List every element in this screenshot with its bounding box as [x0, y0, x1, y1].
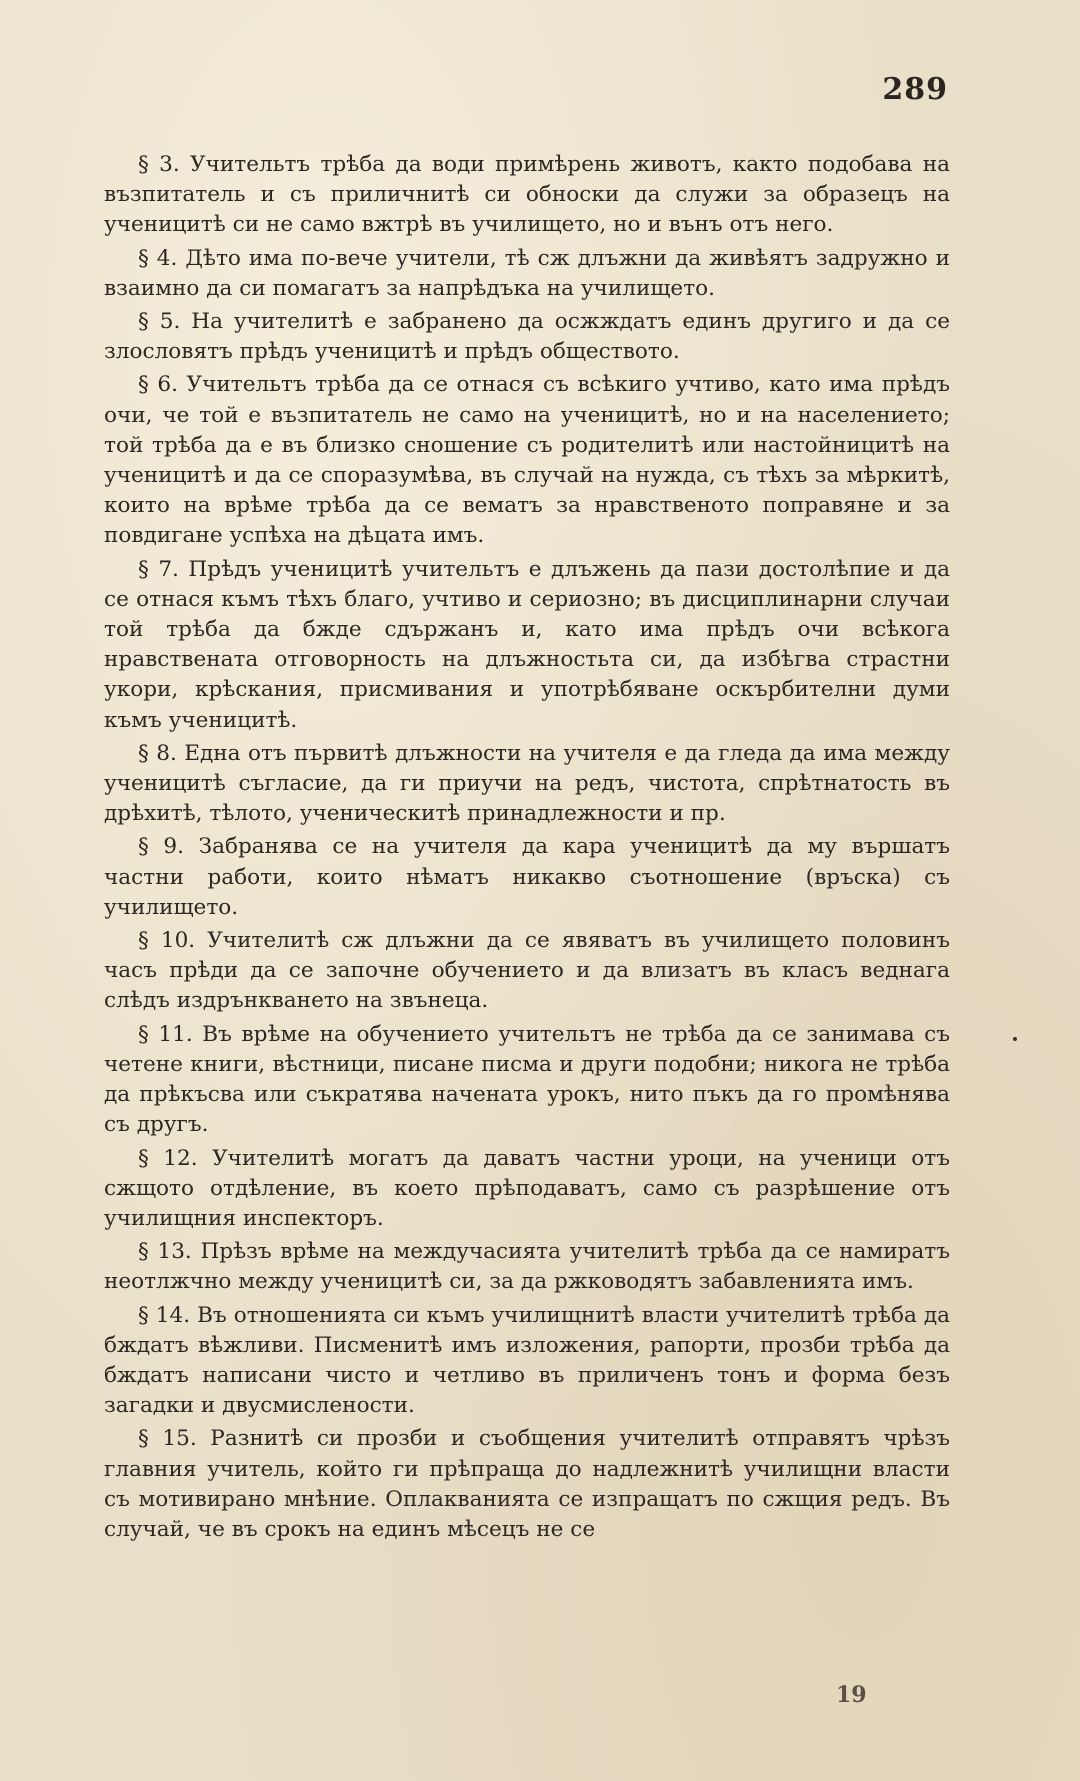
paragraph-section-7: § 7. Прѣдъ ученицитѣ учительтъ е длъжень да пази достолѣпие и да се отнася къмъ тѣхъ благо, учтиво и сериозно; въ дисциплинарни случаи той трѣба да бжде сдържанъ и, като има прѣдъ очи всѣкога нравствената отговорность на длъжностьта си, да избѣгва страстни укори, крѣскания, присмивания и употрѣбяване оскърбителни думи къмъ ученицитѣ.	[104, 556, 950, 733]
paragraph-section-12: § 12. Учителитѣ могатъ да даватъ частни уроци, на ученици отъ сжщото отдѣление, въ което прѣподаватъ, само съ разрѣшение отъ училищния инспекторъ.	[104, 1145, 950, 1231]
paragraph-section-3: § 3. Учительтъ трѣба да води примѣрень животъ, както подобава на възпитатель и съ приличнитѣ си обноски да служи за образецъ на ученицитѣ си не само вжтрѣ въ училището, но и вънъ отъ него.	[104, 152, 950, 238]
paragraph-section-13: § 13. Прѣзъ врѣме на междучасията учителитѣ трѣба да се намиратъ неотлжчно между ученицитѣ си, за да ржководятъ забавленията имъ.	[104, 1239, 950, 1295]
printer-signature-mark: 19	[836, 1682, 867, 1708]
ink-speck	[1013, 1037, 1017, 1041]
paragraph-section-6: § 6. Учительтъ трѣба да се отнася съ всѣкиго учтиво, като има прѣдъ очи, че той е възпитатель не само на ученицитѣ, но и на населението; той трѣба да е въ близко сношение съ родителитѣ или настойницитѣ на ученицитѣ и да се споразумѣва, въ случай на нужда, съ тѣхъ за мѣркитѣ, които на врѣме трѣба да се вематъ за нравственото поправяне и за повдигане успѣха на дѣцата имъ.	[104, 372, 950, 549]
paragraph-section-11: § 11. Въ врѣме на обучението учительтъ не трѣба да се занимава съ четене книги, вѣстници, писане писма и други подобни; никога не трѣба да прѣкъсва или съкратява начената урокъ, нито пъкъ да го промѣнява съ другъ.	[104, 1021, 950, 1138]
paragraph-section-8: § 8. Една отъ първитѣ длъжности на учителя е да гледа да има между ученицитѣ съгласие, да ги приучи на редъ, чистота, спрѣтнатость въ дрѣхитѣ, тѣлото, ученическитѣ принадлежности и пр.	[104, 740, 950, 827]
paragraph-section-14: § 14. Въ отношенията си къмъ училищнитѣ власти учителитѣ трѣба да бждатъ вѣжливи. Писменитѣ имъ изложения, рапорти, прозби трѣба да бждатъ написани чисто и четливо въ приличенъ тонъ и форма безъ загадки и двусмислености.	[104, 1302, 950, 1419]
text-body	[104, 150, 950, 1548]
paragraph-section-10: § 10. Учителитѣ сж длъжни да се явяватъ въ училището половинъ часъ прѣди да се започне обучението и да влизатъ въ класъ веднага слѣдъ издрънкването на звънеца.	[104, 928, 950, 1014]
paragraph-section-5: § 5. На учителитѣ е забранено да осжждатъ единъ другиго и да се злословятъ прѣдъ ученицитѣ и прѣдъ обществото.	[104, 309, 950, 365]
page-number: 289	[882, 72, 948, 107]
paragraph-section-15: § 15. Разнитѣ си прозби и съобщения учителитѣ отправятъ чрѣзъ главния учитель, който ги прѣпраща до надлежнитѣ училищни власти съ мотивирано мнѣние. Оплакванията се изпращатъ по сжщия редъ. Въ случай, че въ срокъ на единъ мѣсецъ не се	[104, 1426, 950, 1542]
paragraph-section-9: § 9. Забранява се на учителя да кара ученицитѣ да му вършатъ частни работи, които нѣматъ никакво съотношение (връска) съ училището.	[104, 834, 950, 920]
paragraph-section-4: § 4. Дѣто има по-вече учители, тѣ сж длъжни да живѣятъ задружно и взаимно да си помагатъ за напрѣдъка на училището.	[104, 245, 950, 301]
